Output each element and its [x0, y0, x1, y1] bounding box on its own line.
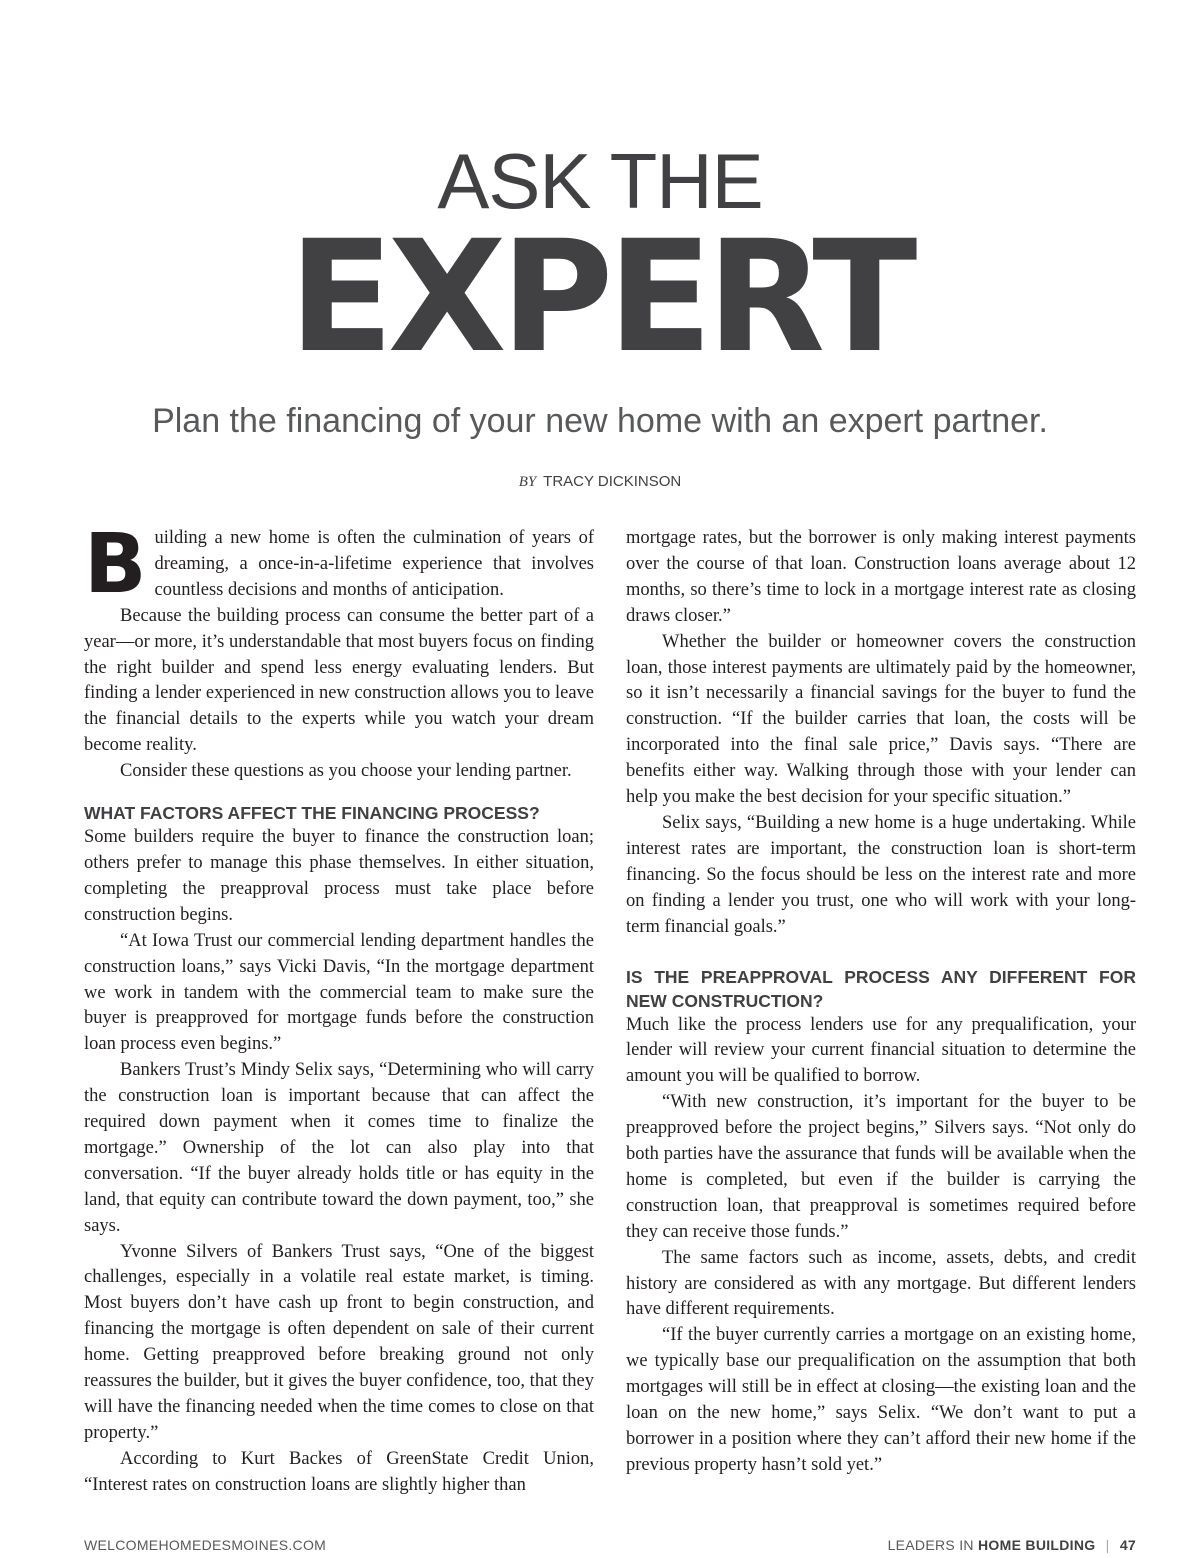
article-paragraph: Consider these questions as you choose your lending partner. [120, 761, 572, 782]
footer-section-name: HOME BUILDING [978, 1537, 1096, 1553]
article-paragraph: Because the building process can consume the better part of a year—or more, it’s understandable that most buyers focus on finding the right builder and spend less energy evaluating lenders. But finding a lender experienced in new construction allows you to leave the financial details to the experts while you watch your dream become reality. [84, 605, 594, 756]
byline-author: TRACY DICKINSON [543, 473, 682, 490]
byline-prefix: BY [518, 474, 537, 490]
footer-website: WELCOMEHOMEDESMOINES.COM [84, 1537, 327, 1553]
deck-subtitle: Plan the financing of your new home with an expert partner. [152, 402, 1048, 440]
footer-section [888, 1536, 1136, 1554]
byline [0, 472, 1200, 492]
article-paragraph: “At Iowa Trust our commercial lending department handles the construction loans,” says Vicki Davis, “In the mortgage department we work in tandem with the commercial team to make sure the buyer is preapproved for mortgage funds before the construction loan process even begins.” [84, 930, 594, 1055]
footer-separator: | [1105, 1537, 1110, 1553]
article-column-left [84, 517, 594, 1499]
article-paragraph: “With new construction, it’s important for the buyer to be preapproved before the project begins,” Silvers says. “Not only do both parties have the assurance that funds will be available when the home is completed, but even if the builder is carrying the construction loan, that preapproval is sometimes required before they can receive those funds.” [626, 1092, 1136, 1242]
article-paragraph [84, 517, 594, 612]
article-column-right [626, 526, 1136, 1479]
article-paragraph: Bankers Trust’s Mindy Selix says, “Determining who will carry the construction loan is important because that can affect the required down payment when it comes time to finalize the mortgage.” Ownership of the lot can also play into that conversation. “If the buyer already holds title or has equity in the land, that equity can contribute toward the down payment, too,” she says. [84, 1060, 594, 1236]
article-paragraph: Whether the builder or homeowner covers the construction loan, those interest payments are ultimately paid by the homeowner, so it isn’t necessarily a financial savings for the buyer to fund the construction. “If the builder carries that loan, the costs will be incorporated into the final sale price,” Davis says. “There are benefits either way. Walking through those with your lender can help you make the best decision for your specific situation.” [626, 631, 1136, 808]
article-paragraph: Some builders require the buyer to finance the construction loan; others prefer to manage this phase themselves. In either situation, completing the preapproval process must take place before construction begins. [84, 827, 594, 925]
article-paragraph: The same factors such as income, assets, debts, and credit history are considered as with any mortgage. But different lenders have different requirements. [626, 1247, 1136, 1320]
headline-title: EXPERT [288, 208, 912, 387]
section-heading: IS THE PREAPPROVAL PROCESS ANY DIFFERENT FOR NEW CONSTRUCTION? [626, 966, 1136, 1011]
article-paragraph: mortgage rates, but the borrower is only making interest payments over the course of that loan. Construction loans average about 12 months, so there’s time to lock in a mortgage interest rate as closing draws closer.” [626, 528, 1136, 626]
footer-section-prefix: LEADERS IN [887, 1537, 974, 1553]
article-paragraph: “If the buyer currently carries a mortgage on an existing home, we typically base our prequalification on the assumption that both mortgages will still be in effect at closing—the existing loan and the loan on the new home,” says Selix. “We don’t want to put a borrower in a position where they can’t afford their new home if the previous property hasn’t sold yet.” [626, 1325, 1136, 1475]
section-heading: WHAT FACTORS AFFECT THE FINANCING PROCESS? [84, 803, 540, 824]
article-paragraph: According to Kurt Backes of GreenState Credit Union, “Interest rates on construction loans are slightly higher than [84, 1448, 594, 1495]
kicker-title: ASK THE [437, 137, 763, 225]
page-number: 47 [1119, 1537, 1136, 1553]
article-paragraph: Selix says, “Building a new home is a huge undertaking. While interest rates are important, the construction loan is short-term financing. So the focus should be less on the interest rate and more on finding a lender you trust, one who will work with your long-term financial goals.” [626, 812, 1136, 937]
article-paragraph: Much like the process lenders use for any prequalification, your lender will review your current financial situation to determine the amount you will be qualified to borrow. [626, 1014, 1136, 1087]
drop-cap: B [84, 517, 147, 612]
paragraph-text: uilding a new home is often the culmination of years of dreaming, a once-in-a-lifetime experience that involves countless decisions and months of anticipation. [154, 528, 594, 600]
article-paragraph: Yvonne Silvers of Bankers Trust says, “One of the biggest challenges, especially in a volatile real estate market, is timing. Most buyers don’t have cash up front to begin construction, and financing the mortgage is often dependent on sale of their current home. Getting preapproved before breaking ground not only reassures the builder, but it gives the buyer confidence, too, that they will have the financing needed when the time comes to close on that property.” [84, 1241, 594, 1443]
